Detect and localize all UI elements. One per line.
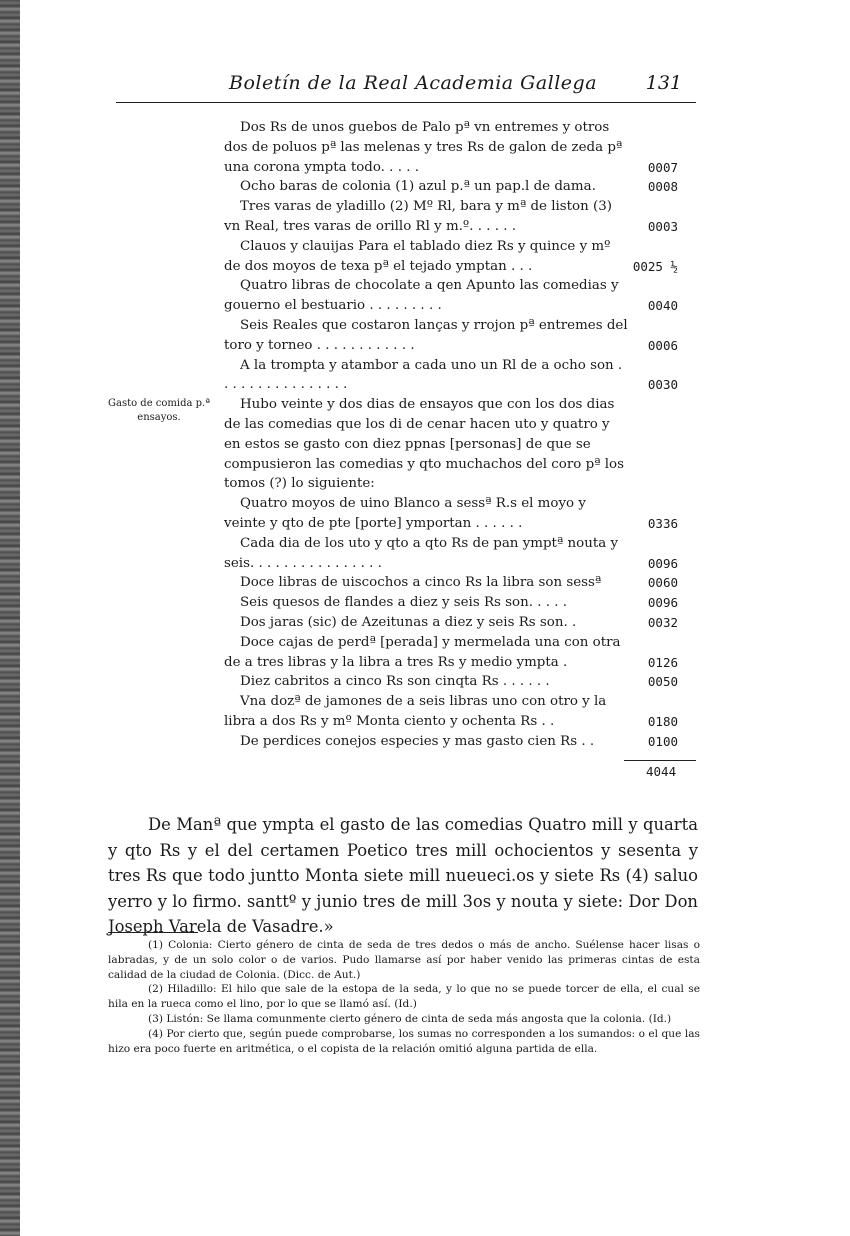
expense-entry bbox=[224, 692, 696, 732]
expense-amount: 0180 bbox=[647, 713, 678, 729]
expense-text: Diez cabritos a cinco Rs son cinqta Rs . . . . . . bbox=[240, 674, 550, 690]
footnote-rule bbox=[108, 932, 198, 933]
expense-text: Doce libras de uiscochos a cinco Rs la libra son sessª bbox=[240, 575, 602, 591]
footnote: (1) Colonia: Cierto género de cinta de seda de tres dedos o más de ancho. Suélense hacer lisas o labradas, y de un solo color o de varios. Pudo llamarse así por haber venido las primeras cintas de esta calidad de la ciudad de Colonia. (Dicc. de Aut.) bbox=[108, 939, 700, 981]
expense-entry bbox=[224, 732, 696, 752]
expense-amount: 0032 bbox=[647, 614, 678, 630]
expense-entry bbox=[224, 197, 696, 237]
journal-title: Boletín de la Real Academia Gallega bbox=[229, 72, 598, 94]
expense-text: Quatro libras de chocolate a qen Apunto las comedias y gouerno el bestuario . . . . . . . . . bbox=[224, 278, 619, 314]
expense-text: Ocho baras de colonia (1) azul p.ª un pap.l de dama. bbox=[240, 179, 596, 195]
footnote: (2) Hiladillo: El hilo que sale de la estopa de la seda, y lo que no se puede torcer de ella, el cual se hila en la rueca como el lino, por lo que se llamó así. (Id.) bbox=[108, 983, 700, 1011]
expense-amount: 0007 bbox=[647, 159, 678, 175]
expense-text: Vna dozª de jamones de a seis libras uno con otro y la libra a dos Rs y mº Monta ciento y ochenta Rs . . bbox=[224, 694, 607, 729]
expense-text: Doce cajas de perdª [perada] y mermelada una con otra de a tres libras y la libra a tres Rs y medio ympta . bbox=[224, 634, 621, 670]
total-rule bbox=[624, 760, 696, 761]
expense-entry bbox=[224, 316, 696, 356]
expense-amount: 0126 bbox=[647, 654, 678, 670]
expense-entry bbox=[224, 672, 696, 692]
expense-entry bbox=[224, 237, 696, 277]
expense-amount: 0060 bbox=[647, 575, 678, 591]
expense-list bbox=[224, 118, 696, 752]
expense-text: Seis quesos de flandes a diez y seis Rs son. . . . . bbox=[240, 595, 568, 611]
expense-amount: 0025 ½ bbox=[632, 258, 678, 274]
expense-amount: 0003 bbox=[647, 218, 678, 234]
expense-text: Seis Reales que costaron lanças y rrojon pª entremes del toro y torneo . . . . . . . . . . . . bbox=[224, 317, 628, 353]
expense-amount: 0050 bbox=[647, 674, 678, 690]
running-header bbox=[116, 70, 696, 103]
footnotes bbox=[108, 938, 700, 1056]
expense-entry bbox=[224, 177, 696, 197]
expense-entry bbox=[224, 494, 696, 534]
expense-text: Tres varas de yladillo (2) Mº Rl, bara y mª de liston (3) vn Real, tres varas de orillo Rl y m.º. . . . . . bbox=[224, 199, 612, 234]
expense-entry bbox=[224, 276, 696, 316]
expense-total: 4044 bbox=[646, 764, 677, 779]
expense-amount: 0030 bbox=[647, 377, 678, 393]
expense-text: Quatro moyos de uino Blanco a sessª R.s el moyo y veinte y qto de pte [porte] ymportan . . . . . . bbox=[224, 496, 586, 531]
expense-entry bbox=[224, 573, 696, 593]
expense-entry bbox=[224, 356, 696, 396]
expense-text: Hubo veinte y dos dias de ensayos que con los dos dias de las comedias que los di de cenar hacen uto y quatro y en estos se gasto con diez ppnas [personas] de que se compusieron las comedias y qto muchachos del coro pª los tomos (?) lo siguiente: bbox=[224, 397, 624, 492]
page-number: 131 bbox=[645, 72, 682, 94]
book-binding-edge bbox=[0, 0, 20, 1236]
expense-entry bbox=[224, 534, 696, 574]
expense-text: Dos Rs de unos guebos de Palo pª vn entremes y otros dos de poluos pª las melenas y tres Rs de galon de zeda pª una corona ympta todo. . . . . bbox=[224, 120, 623, 175]
expense-entry bbox=[224, 395, 696, 494]
expense-amount: 0006 bbox=[647, 337, 678, 353]
closing-paragraph: De Manª que ympta el gasto de las comedias Quatro mill y quarta y qto Rs y el del certamen Poetico tres mill ochocientos y sesenta y tres Rs que todo juntto Monta siete mill nueueci.os y siete Rs (4) saluo yerro y lo firmo. santtº y junio tres de mill 3os y nouta y siete: Dor Don Joseph Varela de Vasadre.» bbox=[108, 815, 698, 937]
expense-text: De perdices conejos especies y mas gasto cien Rs . . bbox=[240, 733, 595, 749]
expense-amount: 0100 bbox=[647, 733, 678, 749]
expense-entry bbox=[224, 613, 696, 633]
expense-entry bbox=[224, 633, 696, 673]
footnote: (4) Por cierto que, según puede comprobarse, los sumas no corresponden a los sumandos: o el que las hizo era poco fuerte en aritmética, o el copista de la relación omitió alguna partida de ella. bbox=[108, 1027, 700, 1055]
expense-amount: 0008 bbox=[647, 179, 678, 195]
expense-amount: 0040 bbox=[647, 298, 678, 314]
expense-entry bbox=[224, 118, 696, 177]
expense-amount: 0096 bbox=[647, 555, 678, 571]
expense-text: A la trompta y atambor a cada uno un Rl de a ocho son . . . . . . . . . . . . . . . . bbox=[224, 357, 623, 393]
expense-text: Clauos y clauijas Para el tablado diez Rs y quince y mº de dos moyos de texa pª el tejado ymptan . . . bbox=[224, 238, 611, 274]
margin-note: Gasto de comida p.ª ensayos. bbox=[108, 398, 210, 423]
expense-text: Cada dia de los uto y qto a qto Rs de pan ymptª nouta y seis. . . . . . . . . . . . . . . . bbox=[224, 535, 619, 571]
expense-text: Dos jaras (sic) de Azeitunas a diez y seis Rs son. . bbox=[240, 614, 577, 630]
expense-entry bbox=[224, 593, 696, 613]
expense-amount: 0096 bbox=[647, 595, 678, 611]
footnote: (3) Listón: Se llama comunmente cierto género de cinta de seda más angosta que la colonia. (Id.) bbox=[148, 1012, 672, 1025]
expense-amount: 0336 bbox=[647, 515, 678, 531]
